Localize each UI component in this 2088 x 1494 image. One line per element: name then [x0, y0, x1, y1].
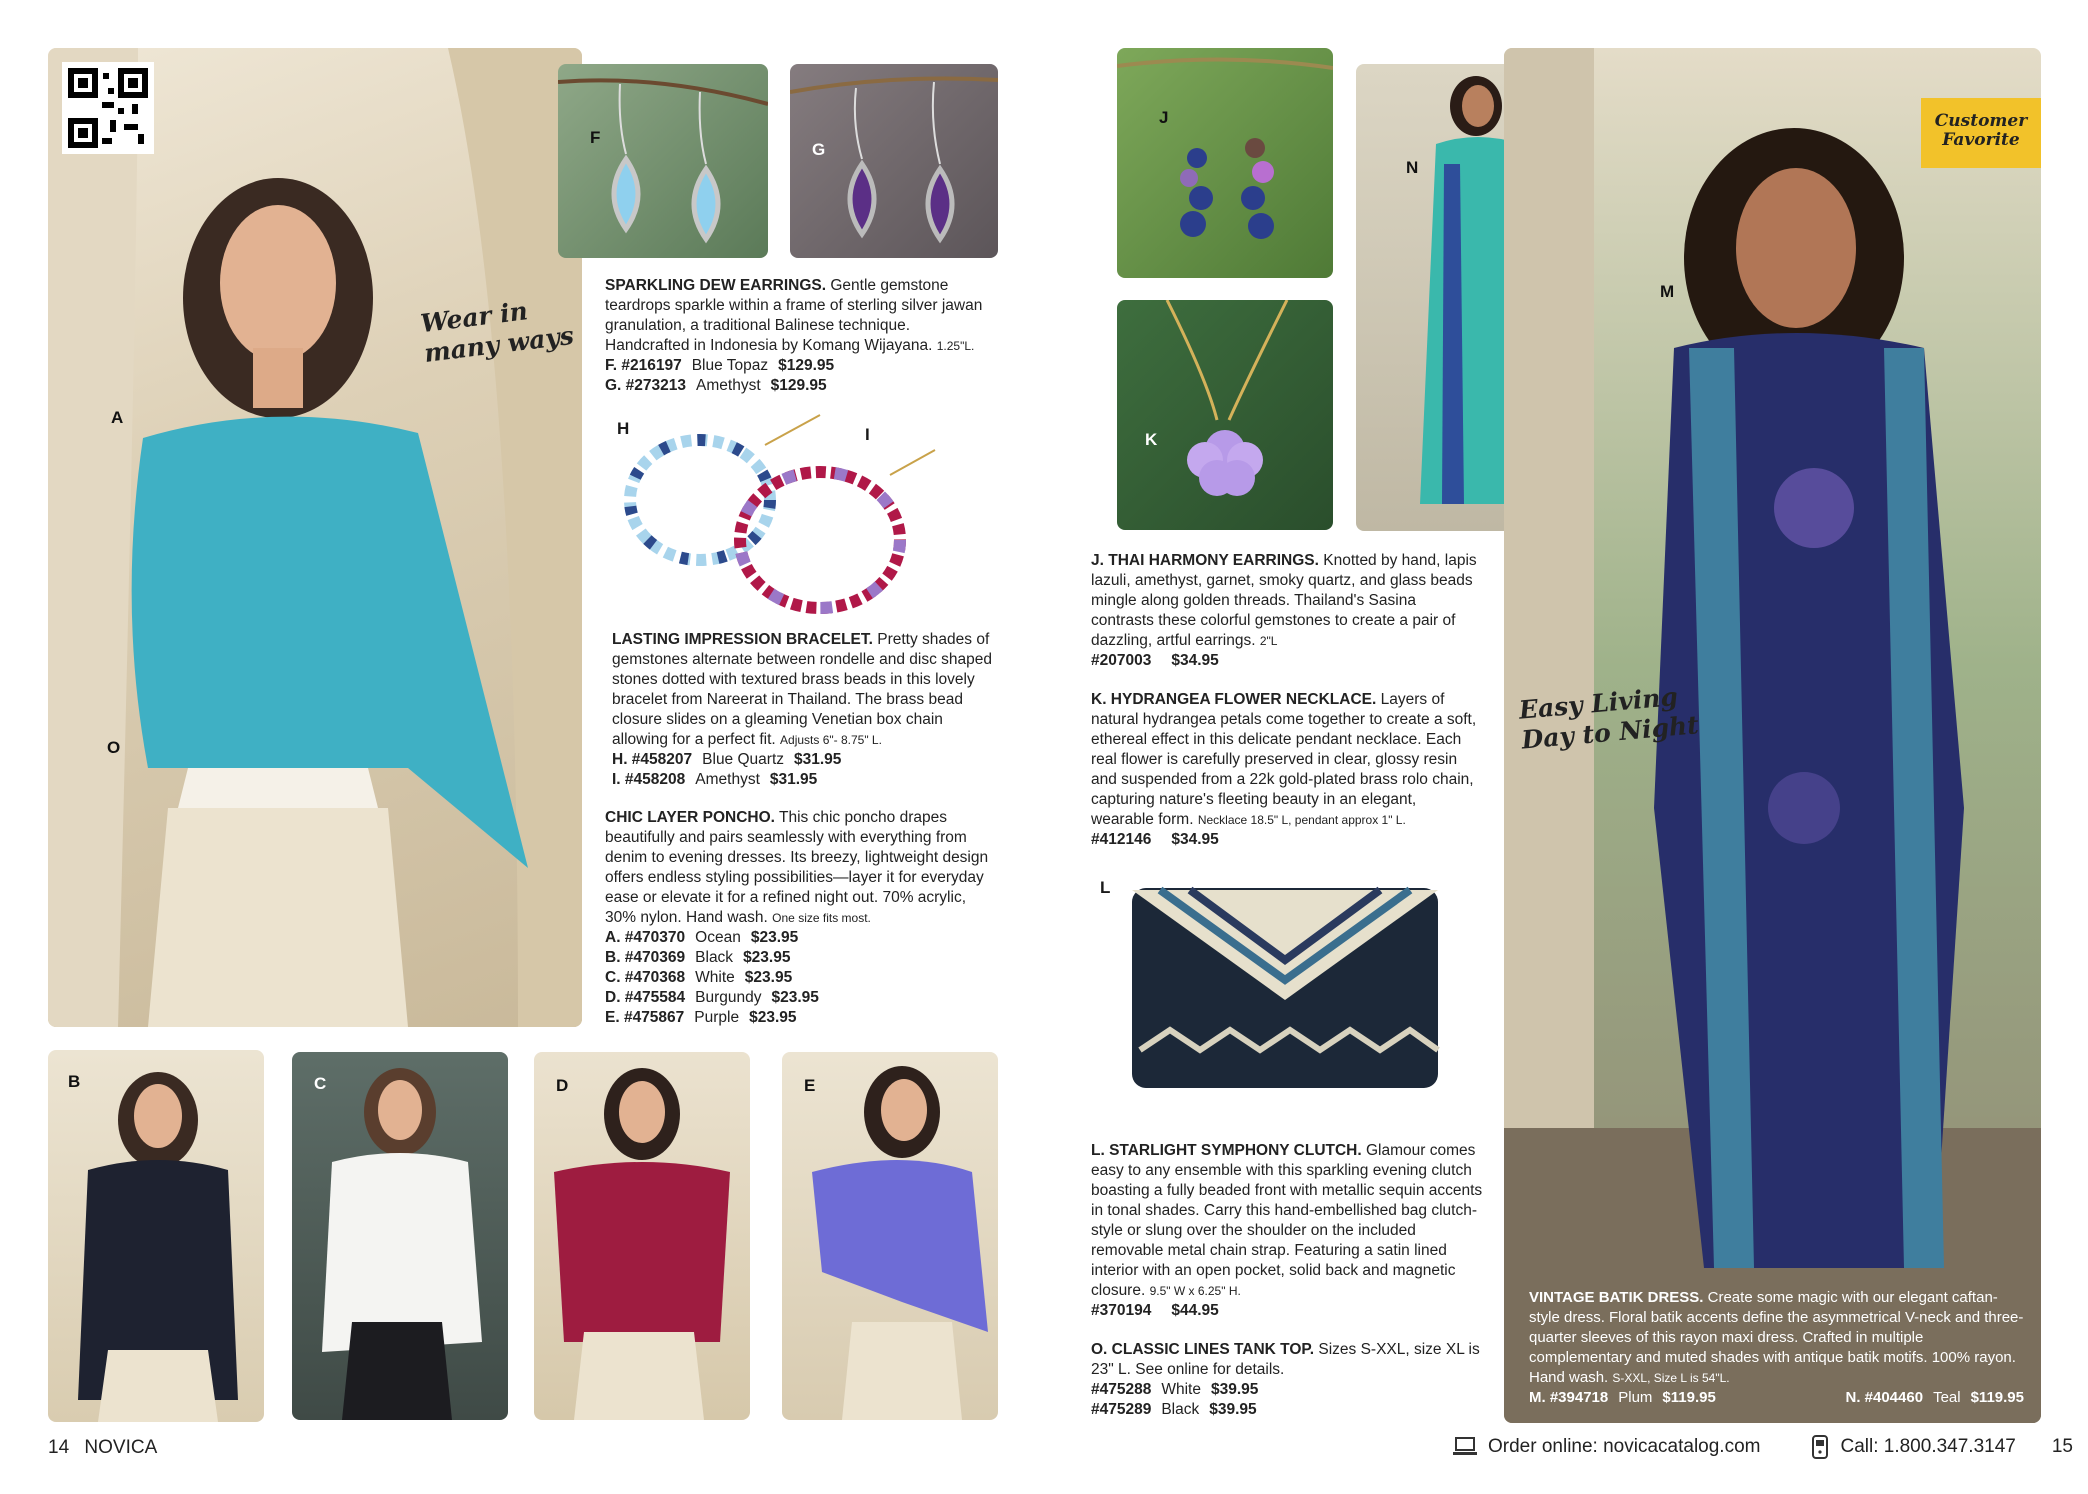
product-sparkling-dew-earrings [605, 276, 985, 396]
product-title: L. STARLIGHT SYMPHONY CLUTCH. [1091, 1142, 1362, 1159]
product-title: VINTAGE BATIK DRESS. [1529, 1289, 1704, 1306]
amethyst-earrings-illustration [790, 64, 998, 258]
product-sku-row: F. #216197 Blue Topaz $129.95 [605, 357, 835, 374]
product-description: Sizes S-XXL, size XL is 23" L. See online for details. [1091, 1341, 1480, 1378]
footer-left [48, 1437, 157, 1459]
photo-earrings-blue-topaz [558, 64, 768, 258]
bracelets-illustration [605, 405, 990, 625]
product-size: One size fits most. [772, 911, 871, 925]
footer-right [1452, 1435, 2073, 1459]
product-description: Pretty shades of gemstones alternate between rondelle and disc shaped stones dotted with textured brass beads in this lovely bracelet from Nareerat in Thailand. The brass bead closure slides on a gleaming Venetian box chain allowing for a perfect fit. [612, 631, 993, 748]
customer-favorite-badge: Customer Favorite [1921, 98, 2041, 168]
product-title: CHIC LAYER PONCHO. [605, 809, 775, 826]
model-illustration [48, 48, 582, 1027]
photo-poncho-white [292, 1052, 508, 1420]
product-size: Adjusts 6"- 8.75" L. [780, 733, 882, 747]
call-phone-number[interactable]: Call: 1.800.347.3147 [1840, 1436, 2016, 1457]
product-description: Gentle gemstone teardrops sparkle within a frame of sterling silver jawan granulation, a traditional Balinese technique. Handcrafted in Indonesia by Komang Wijayana. [605, 277, 983, 354]
photo-label-m: M [1660, 282, 1675, 301]
product-chic-layer-poncho [605, 808, 990, 1028]
product-thai-harmony-earrings [1091, 551, 1483, 671]
photo-label-o: O [107, 738, 121, 757]
product-sku-row: M. #394718 Plum $119.95 N. #404460 Teal $119.95 [1529, 1389, 2024, 1406]
product-starlight-clutch [1091, 1141, 1483, 1321]
product-sku-row: H. #458207 Blue Quartz $31.95 [612, 751, 842, 768]
photo-label-b: B [68, 1072, 81, 1091]
product-lasting-impression-bracelet [612, 630, 992, 790]
photo-thai-harmony-earrings [1117, 48, 1333, 278]
product-sku-row: A. #470370 Ocean $23.95 [605, 929, 799, 946]
photo-label-a: A [111, 408, 124, 427]
product-title: O. CLASSIC LINES TANK TOP. [1091, 1341, 1315, 1358]
product-sku-row: #370194 $44.95 [1091, 1302, 1219, 1319]
product-vintage-batik-dress [1529, 1288, 2024, 1408]
photo-label-g: G [812, 140, 826, 159]
blue-topaz-earrings-illustration [558, 64, 768, 258]
product-description: Knotted by hand, lapis lazuli, amethyst, garnet, smoky quartz, and glass beads mingle along golden threads. Thailand's Sasina contrasts these colorful gemstones to create a pair of dazzling, artful earrings. [1091, 552, 1477, 649]
product-sku-row: G. #273213 Amethyst $129.95 [605, 377, 827, 394]
photo-poncho-black [48, 1050, 264, 1422]
product-size: 2"L [1259, 634, 1278, 648]
product-sku-row: D. #475584 Burgundy $23.95 [605, 989, 819, 1006]
product-description: Layers of natural hydrangea petals come together to create a soft, ethereal effect in this delicate pendant necklace. Each real flower is carefully preserved in clear, glossy resin and suspended from a 22k gold-plated brass rolo chain, capturing nature's fleeting beauty in an elegant, wearable form. [1091, 691, 1477, 828]
photo-label-e: E [804, 1076, 816, 1095]
product-title: SPARKLING DEW EARRINGS. [605, 277, 827, 294]
photo-poncho-burgundy [534, 1052, 750, 1420]
product-size: S-XXL, Size L is 54"L. [1612, 1371, 1730, 1385]
product-title: K. HYDRANGEA FLOWER NECKLACE. [1091, 691, 1377, 708]
product-sku-row: #475289 Black $39.95 [1091, 1401, 1257, 1418]
callout-wear-in-many-ways: Wear in many ways [418, 296, 576, 368]
photo-bracelets [605, 405, 990, 625]
product-sku-row: C. #470368 White $23.95 [605, 969, 793, 986]
page-number: 14 [48, 1437, 70, 1458]
product-sku-row: E. #475867 Purple $23.95 [605, 1009, 797, 1026]
laptop-icon [1452, 1436, 1478, 1458]
phone-icon [1810, 1435, 1830, 1459]
product-classic-lines-tank [1091, 1340, 1483, 1420]
photo-label-k[interactable]: K [1145, 430, 1158, 449]
product-sku-row: #412146 $34.95 [1091, 831, 1219, 848]
photo-model-ocean-poncho [48, 48, 582, 1027]
photo-model-batik-dress [1504, 48, 2041, 1423]
product-sku-row: #207003 $34.95 [1091, 652, 1219, 669]
photo-label-f: F [590, 128, 601, 147]
photo-label-i: I [865, 425, 870, 444]
product-hydrangea-necklace [1091, 690, 1483, 850]
product-size: Necklace 18.5" L, pendant approx 1" L. [1197, 813, 1406, 827]
photo-poncho-purple [782, 1052, 998, 1420]
photo-label-j: J [1159, 108, 1169, 127]
product-sku-row: #475288 White $39.95 [1091, 1381, 1259, 1398]
photo-label-d: D [556, 1076, 569, 1095]
photo-hydrangea-necklace [1117, 300, 1333, 530]
order-online-link[interactable]: Order online: novicacatalog.com [1488, 1436, 1761, 1457]
photo-label-l: L [1100, 878, 1111, 897]
product-size: 9.5" W x 6.25" H. [1149, 1284, 1241, 1298]
product-sku-row: I. #458208 Amethyst $31.95 [612, 771, 818, 788]
product-title: J. THAI HARMONY EARRINGS. [1091, 552, 1319, 569]
photo-starlight-clutch [1100, 870, 1480, 1110]
photo-label-h: H [617, 419, 630, 438]
photo-label-c: C [314, 1074, 327, 1093]
photo-earrings-amethyst [790, 64, 998, 258]
page-number: 15 [2051, 1436, 2073, 1457]
product-size: 1.25"L. [936, 339, 975, 353]
product-title: LASTING IMPRESSION BRACELET. [612, 631, 873, 648]
product-description: Glamour comes easy to any ensemble with this sparkling evening clutch boasting a fully beaded front with metallic sequin accents in tonal shades. Carry this hand-embellished bag clutch-style or slung over the shoulder on the included removable metal chain strap. Featuring a satin lined interior with an open pocket, solid back and magnetic closure. [1091, 1142, 1483, 1299]
callout-easy-living: Easy Living Day to Night [1517, 681, 1700, 755]
brand-name: NOVICA [84, 1437, 158, 1458]
product-description: Create some magic with our elegant caftan-style dress. Floral batik accents define the asymmetrical V-neck and three-quarter sleeves of this rayon maxi dress. Crafted in multiple complementary and muted shades with antique batik motifs. 100% rayon. Hand wash. [1529, 1289, 2024, 1386]
qr-code-icon[interactable] [62, 62, 154, 154]
product-description: This chic poncho drapes beautifully and pairs seamlessly with everything from denim to evening dresses. Its breezy, lightweight design offers endless styling possibilities—layer it for everyday ease or elevate it for a refined night out. 70% acrylic, 30% nylon. Hand wash. [605, 809, 989, 926]
product-sku-row: B. #470369 Black $23.95 [605, 949, 791, 966]
photo-label-n: N [1406, 158, 1419, 177]
